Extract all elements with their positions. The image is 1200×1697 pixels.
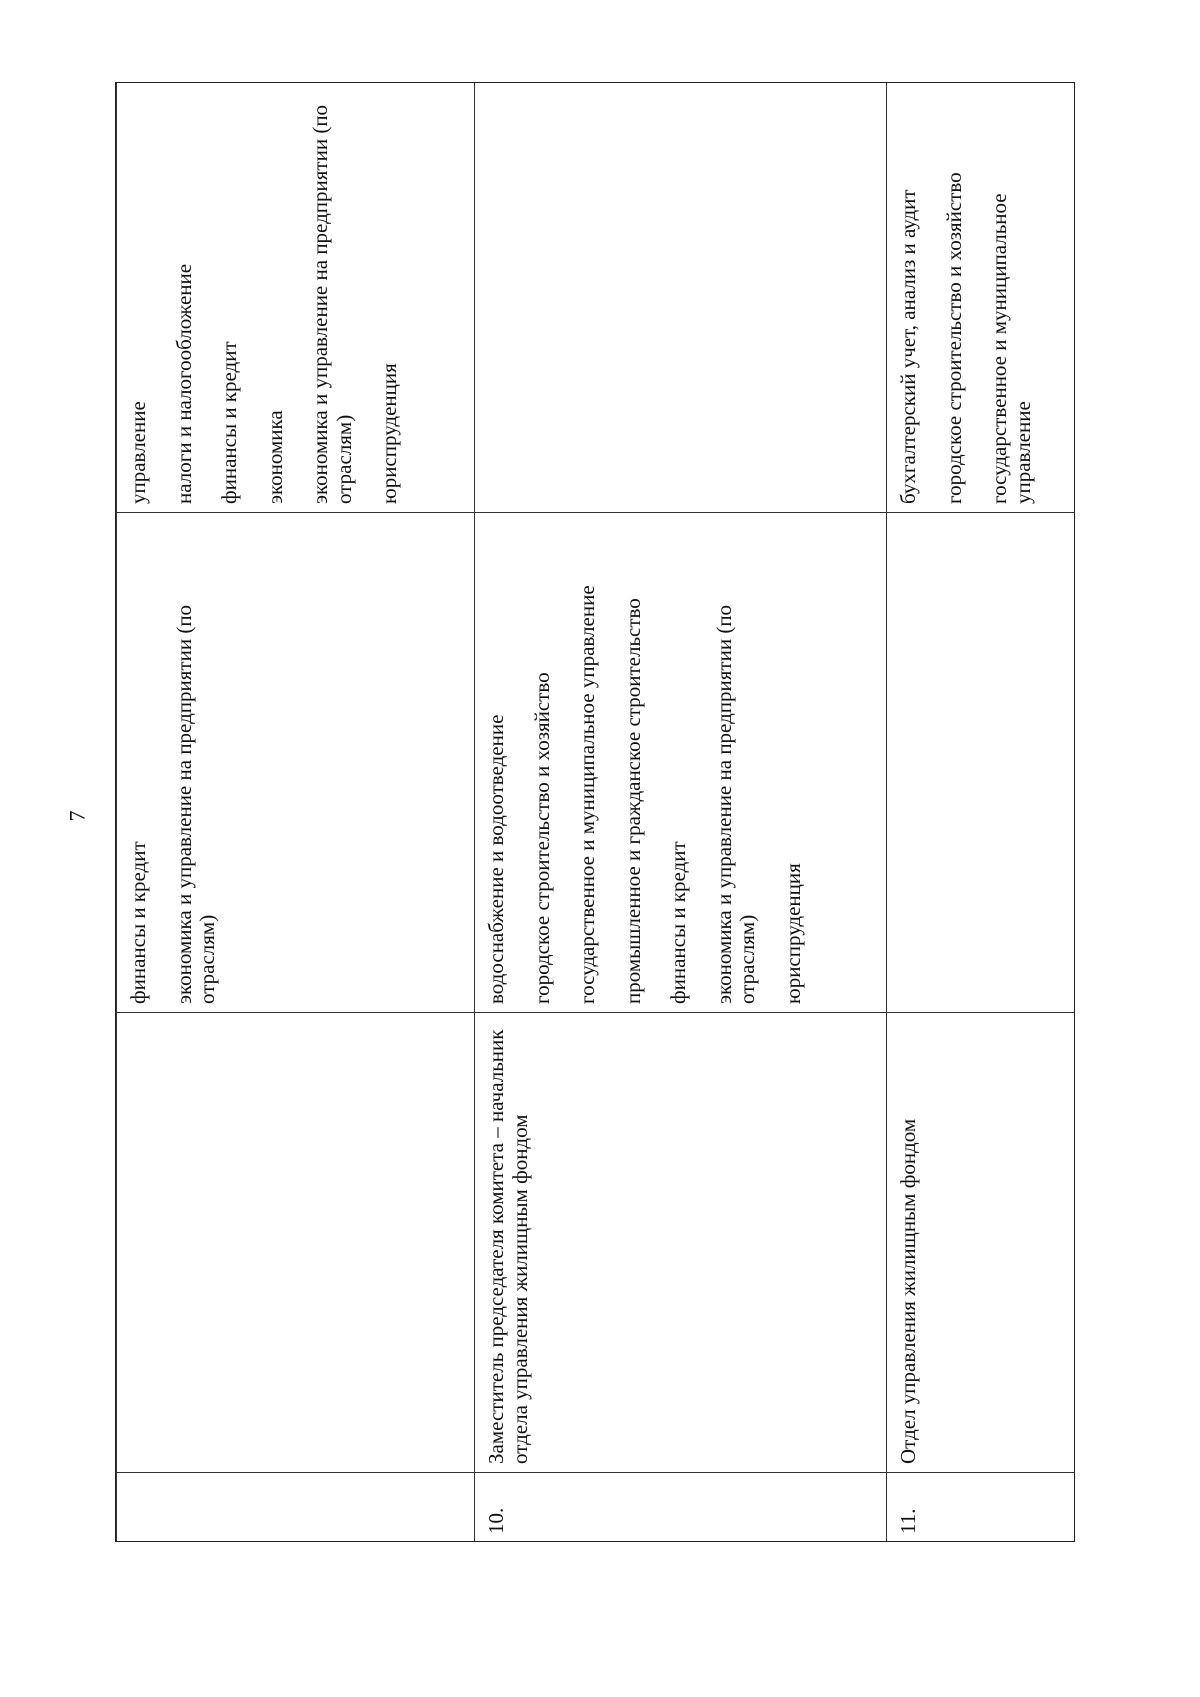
specialty-item: юриспруденция xyxy=(780,863,805,1004)
page-number: 7 xyxy=(64,810,90,822)
specialty-item: налоги и налогообложение xyxy=(171,263,196,504)
specialty-item: управление xyxy=(126,401,150,504)
qualification-table xyxy=(115,82,1075,1542)
alt-specialties-cell xyxy=(887,83,1076,513)
specialty-item: финансы и кредит xyxy=(666,841,691,1004)
specialty-item: водоснабжение и водоотведение xyxy=(484,714,508,1004)
specialty-item: юриспруденция xyxy=(377,363,402,504)
specialties-cell xyxy=(117,513,475,1013)
table xyxy=(116,82,1075,1542)
position-cell: Отдел управления жилищным фондом xyxy=(887,1013,1076,1473)
specialty-item: экономика и управление на предприятии (по отраслям) xyxy=(308,104,356,504)
specialty-item: экономика и управление на предприятии (по отраслям) xyxy=(711,604,760,1004)
specialty-item: промышленное и гражданское строительство xyxy=(620,598,645,1004)
specialty-item: государственное и муниципальное управление xyxy=(575,585,600,1004)
position-cell xyxy=(117,1013,475,1473)
specialty-item: финансы и кредит xyxy=(126,841,150,1004)
alt-specialties-cell xyxy=(117,83,475,513)
rotated-table-wrapper xyxy=(116,83,1075,1542)
specialty-item: бухгалтерский учет, анализ и аудит xyxy=(896,189,920,504)
specialty-item: городское строительство и хозяйство xyxy=(529,672,554,1004)
row-number-cell: 11. xyxy=(887,1473,1076,1543)
specialties-cell xyxy=(475,513,887,1013)
specialty-item: городское строительство и хозяйство xyxy=(941,172,966,504)
table-row xyxy=(475,83,887,1543)
table-row xyxy=(887,83,1076,1543)
position-cell: Заместитель председателя комитета – начальник отдела управления жилищным фондом xyxy=(475,1013,887,1473)
table-row xyxy=(117,83,475,1543)
row-number-cell xyxy=(117,1473,475,1543)
specialty-item: государственное и муниципальное управление xyxy=(987,193,1035,504)
specialty-item: финансы и кредит xyxy=(217,341,242,504)
specialties-cell xyxy=(887,513,1076,1013)
row-number-cell: 10. xyxy=(475,1473,887,1543)
specialty-item: экономика xyxy=(262,410,287,504)
specialty-item: экономика и управление на предприятии (по отраслям) xyxy=(171,604,220,1004)
alt-specialties-cell xyxy=(475,83,887,513)
